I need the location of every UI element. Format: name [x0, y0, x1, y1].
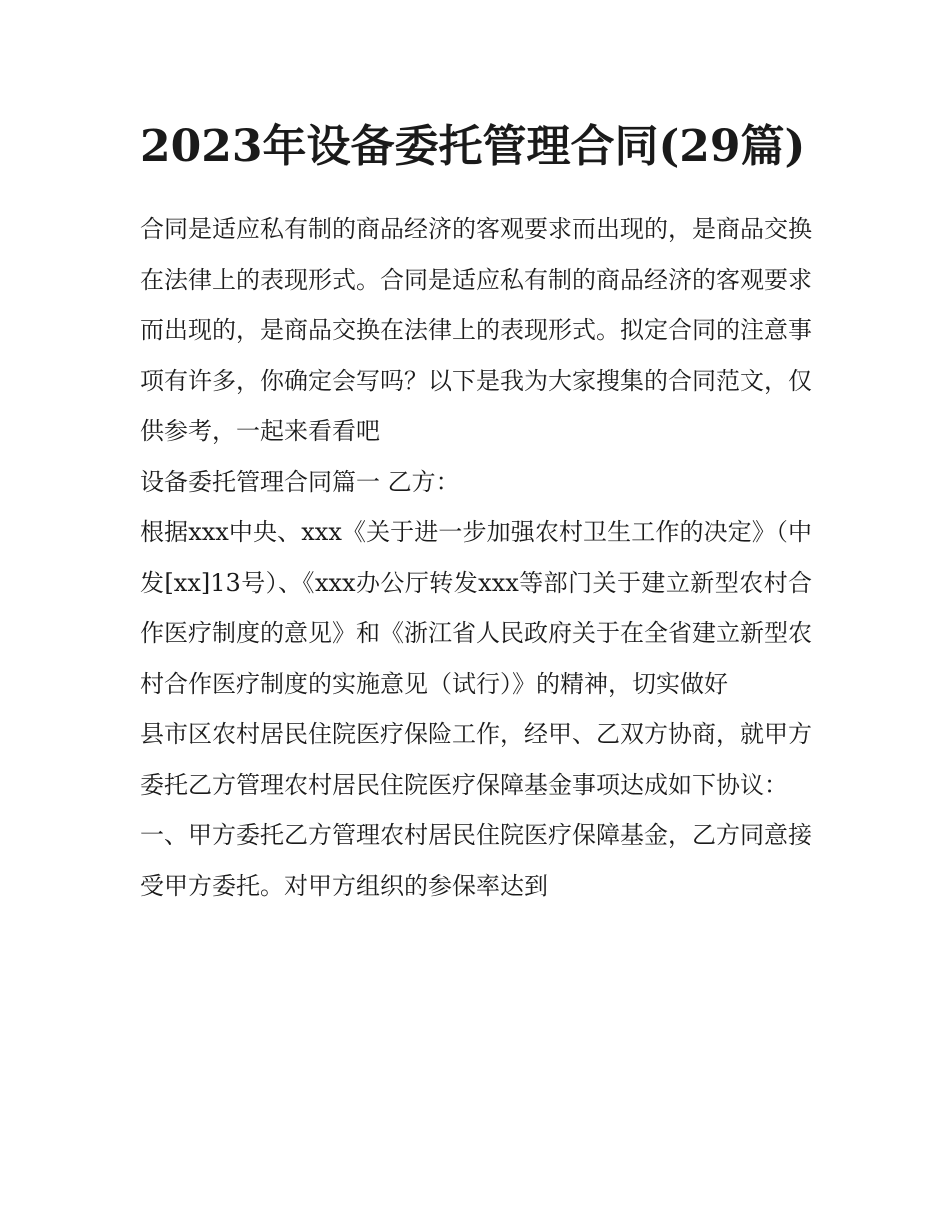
paragraph-intro: 合同是适应私有制的商品经济的客观要求而出现的，是商品交换在法律上的表现形式。合同是适应私有制的商品经济的客观要求而出现的，是商品交换在法律上的表现形式。拟定合同的注意事项有许多，你确定会写吗？以下是我为大家搜集的合同范文，仅供参考，一起来看看吧 — [140, 215, 812, 445]
document-title: 2023年设备委托管理合同(29篇) — [140, 121, 806, 172]
paragraph-clause-one: 一、甲方委托乙方管理农村居民住院医疗保障基金，乙方同意接受甲方委托。对甲方组织的参保率达到 — [140, 821, 812, 900]
paragraph-agreement: 县市区农村居民住院医疗保险工作，经甲、乙双方协商，就甲方委托乙方管理农村居民住院医疗保障基金事项达成如下协议： — [140, 720, 812, 799]
paragraph-basis: 根据xxx中央、xxx《关于进一步加强农村卫生工作的决定》（中发[xx]13号）、《xxx办公厅转发xxx等部门关于建立新型农村合作医疗制度的意见》和《浙江省人民政府关于在全省建立新型农村合作医疗制度的实施意见（试行）》的精神，切实做好 — [140, 518, 812, 698]
document-body — [140, 112, 812, 911]
paragraph-contract-heading: 设备委托管理合同篇一 乙方： — [140, 467, 460, 496]
